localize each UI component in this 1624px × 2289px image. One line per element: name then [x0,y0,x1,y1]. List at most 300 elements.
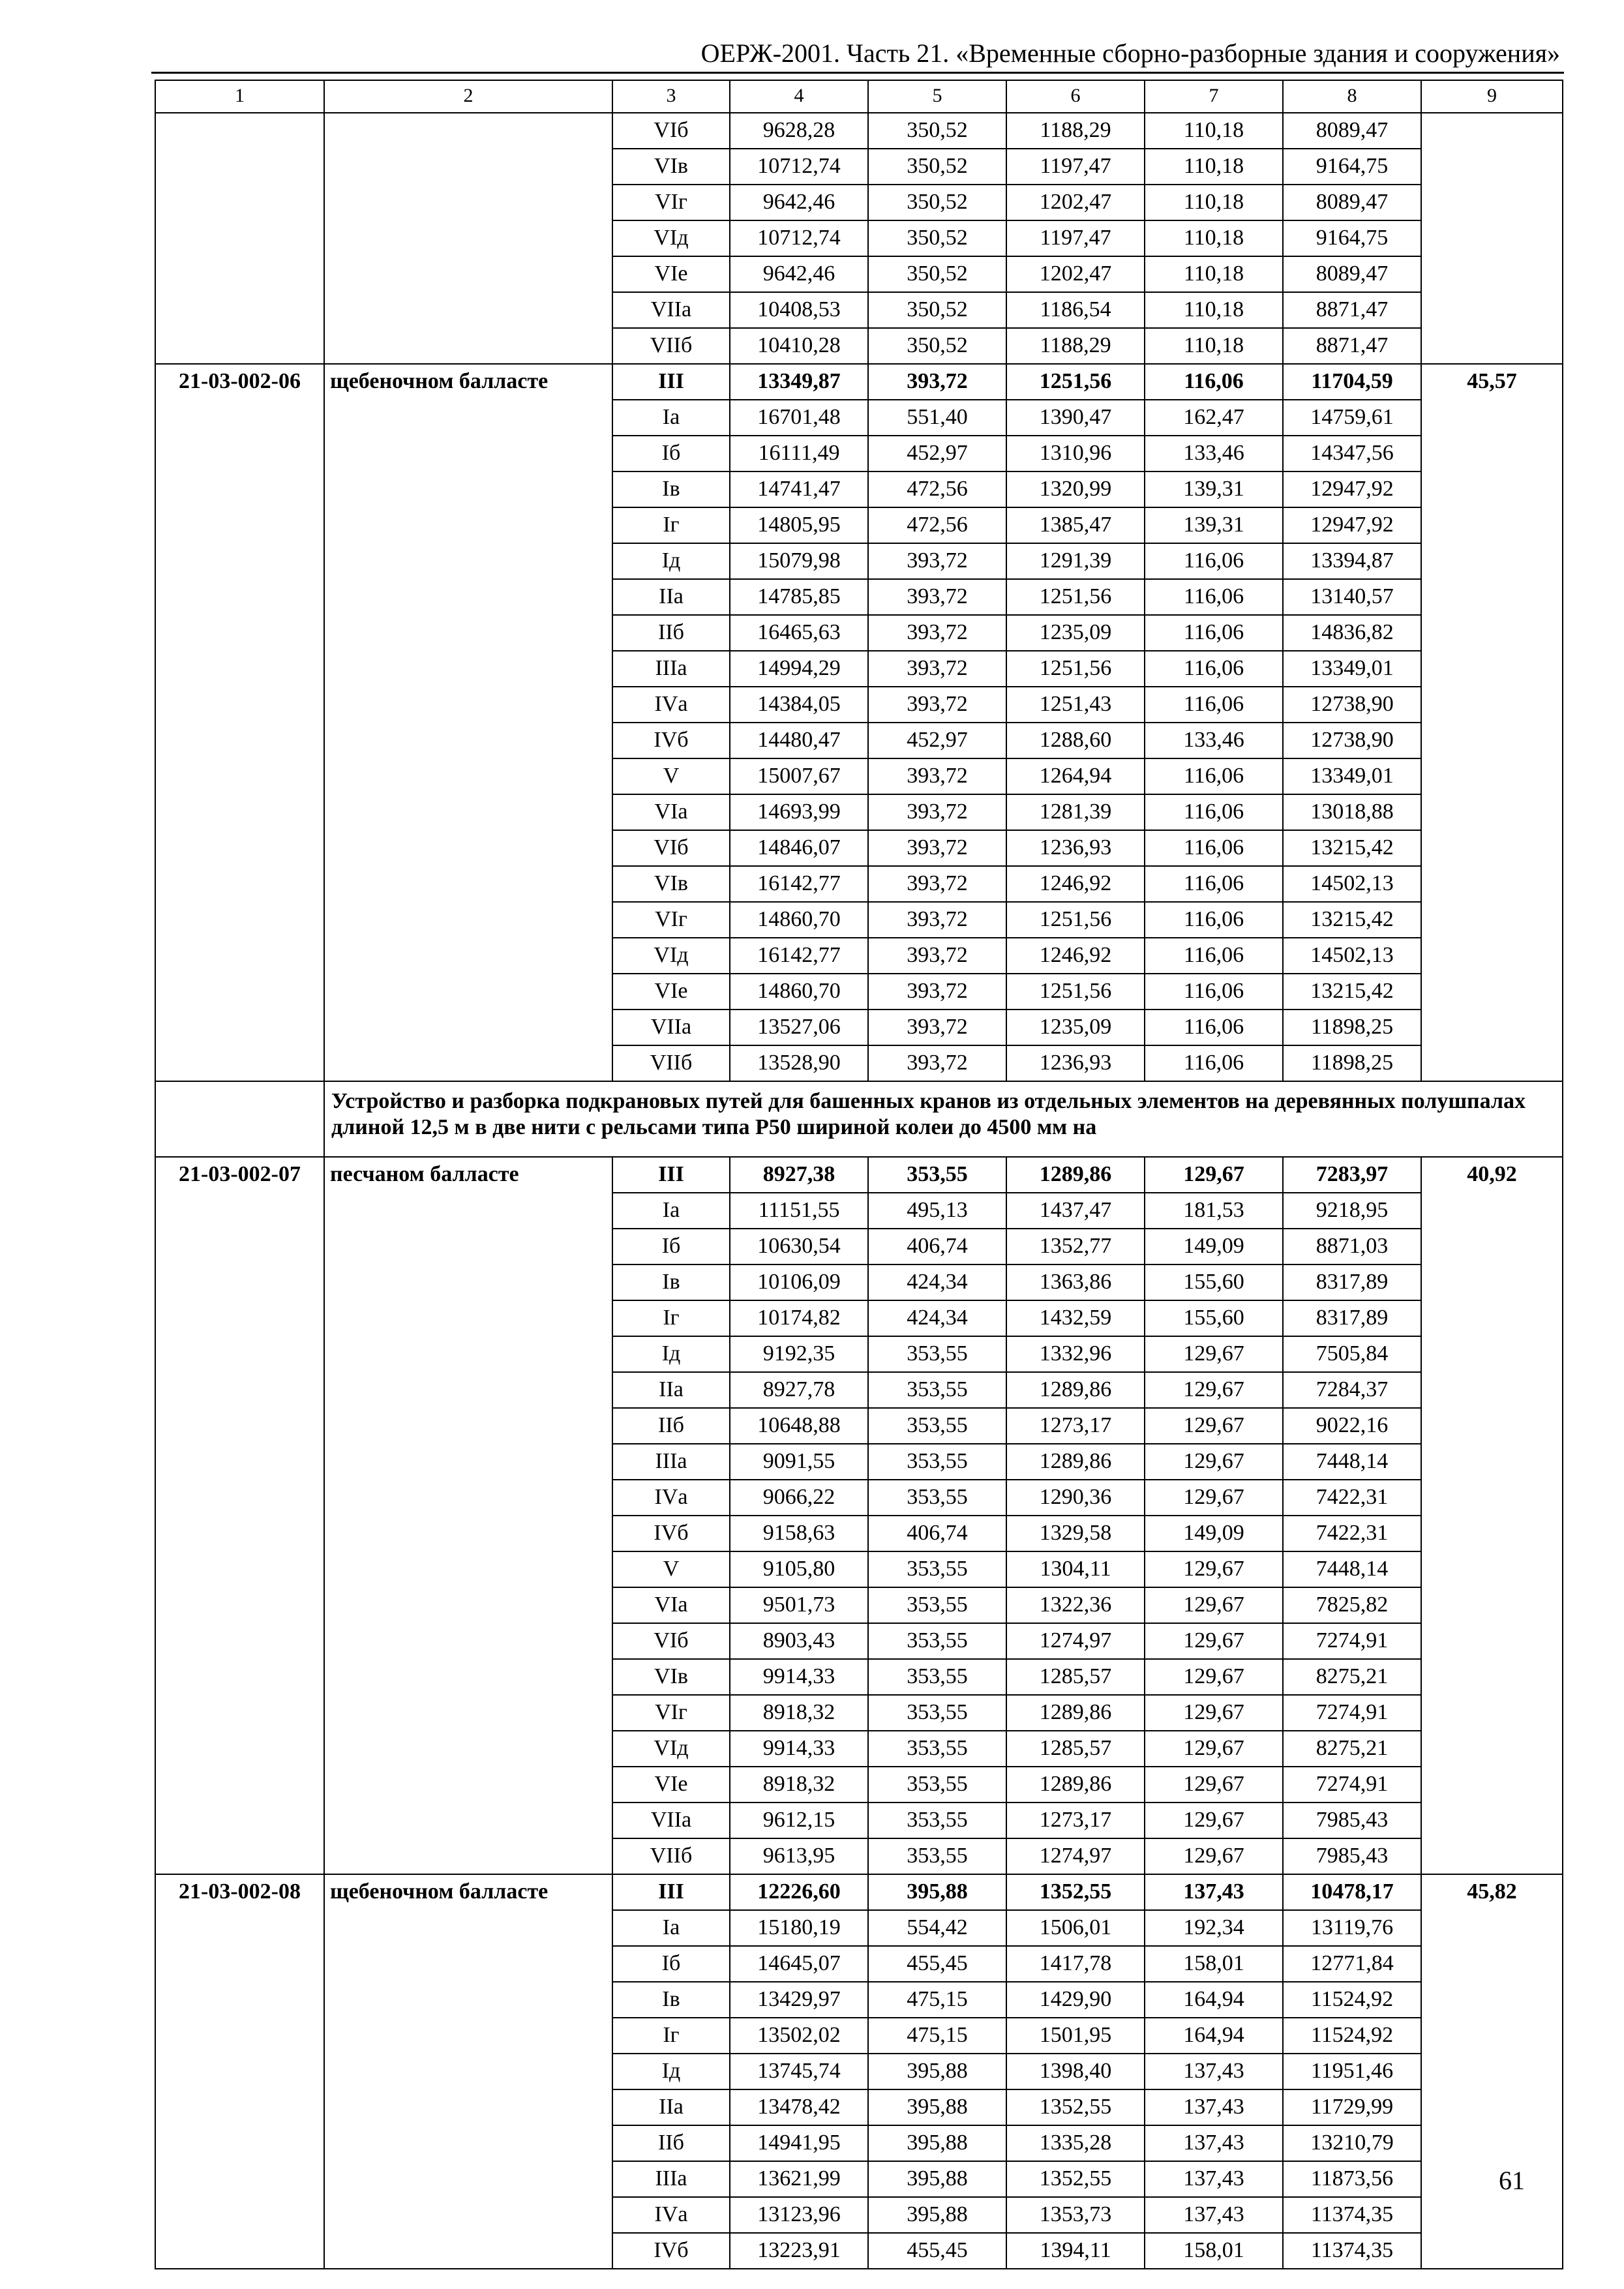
value-cell: 14941,95 [730,2125,868,2161]
value-cell: 164,94 [1145,2018,1283,2054]
value-cell: 393,72 [868,364,1006,400]
zone-cell: VIIб [612,1045,730,1081]
value-cell: 129,67 [1145,1444,1283,1480]
zone-cell: VIа [612,794,730,830]
value-cell: 13527,06 [730,1010,868,1045]
column-number: 4 [730,80,868,113]
value-cell: 1304,11 [1006,1551,1145,1587]
value-cell: 395,88 [868,2161,1006,2197]
zone-cell: VIIб [612,328,730,364]
value-cell: 8918,32 [730,1767,868,1803]
value-cell: 116,06 [1145,615,1283,651]
value-cell: 455,45 [868,1946,1006,1982]
zone-cell: IVа [612,1480,730,1516]
zone-cell: VIIб [612,1838,730,1874]
value-cell: 116,06 [1145,579,1283,615]
value-cell: 8871,03 [1283,1229,1421,1264]
zone-cell: IIIа [612,651,730,687]
value-cell: 1285,57 [1006,1731,1145,1767]
zone-cell: VIг [612,185,730,220]
section-title: Устройство и разборка подкрановых путей для башенных кранов из отдельных элементов на деревянных полушпалах длиной 12,5 м в две нити с рельсами типа Р50 шириной колеи до 4500 мм на [324,1081,1563,1157]
value-cell: 110,18 [1145,220,1283,256]
value-cell: 424,34 [868,1300,1006,1336]
value-cell: 129,67 [1145,1480,1283,1516]
value-cell: 116,06 [1145,974,1283,1010]
value-cell: 8275,21 [1283,1659,1421,1695]
zone-cell: IVб [612,2233,730,2269]
value-cell: 1320,99 [1006,471,1145,507]
zone-cell: IIб [612,1408,730,1444]
value-cell: 110,18 [1145,113,1283,149]
value-cell: 129,67 [1145,1695,1283,1731]
value-cell: 11524,92 [1283,2018,1421,2054]
value-cell: 11704,59 [1283,364,1421,400]
zone-cell: VIIа [612,292,730,328]
value-cell: 8089,47 [1283,113,1421,149]
zone-cell: III [612,364,730,400]
value-cell: 10712,74 [730,220,868,256]
value-cell: 13394,87 [1283,543,1421,579]
zone-cell: Iг [612,507,730,543]
table-body [155,80,1563,2269]
zone-cell: Iв [612,471,730,507]
value-cell: 13215,42 [1283,902,1421,938]
value-cell: 9164,75 [1283,149,1421,185]
value-cell: 116,06 [1145,902,1283,938]
value-cell: 350,52 [868,113,1006,149]
zone-cell: VIIа [612,1803,730,1838]
value-cell: 8927,78 [730,1372,868,1408]
value-cell: 1335,28 [1006,2125,1145,2161]
value-cell: 353,55 [868,1551,1006,1587]
zone-cell: VIд [612,220,730,256]
value-cell: 1394,11 [1006,2233,1145,2269]
value-cell: 353,55 [868,1767,1006,1803]
value-cell: 9628,28 [730,113,868,149]
value-cell: 13140,57 [1283,579,1421,615]
value-cell: 13349,01 [1283,758,1421,794]
value-cell: 7422,31 [1283,1516,1421,1551]
value-cell: 11873,56 [1283,2161,1421,2197]
value-cell: 14502,13 [1283,866,1421,902]
value-cell: 15180,19 [730,1910,868,1946]
zone-cell: IIа [612,579,730,615]
value-cell: 14759,61 [1283,400,1421,436]
value-cell: 406,74 [868,1229,1006,1264]
value-cell: 13528,90 [730,1045,868,1081]
value-cell: 9164,75 [1283,220,1421,256]
value-cell: 1236,93 [1006,830,1145,866]
value-cell: 475,15 [868,2018,1006,2054]
value-cell: 9612,15 [730,1803,868,1838]
zone-cell: VIе [612,256,730,292]
rate-name: песчаном балласте [324,1157,612,1874]
value-cell: 1188,29 [1006,113,1145,149]
value-cell: 116,06 [1145,830,1283,866]
value-cell: 162,47 [1145,400,1283,436]
value-cell: 1246,92 [1006,866,1145,902]
value-cell: 1236,93 [1006,1045,1145,1081]
value-cell: 11374,35 [1283,2197,1421,2233]
zone-cell: V [612,758,730,794]
value-cell: 1274,97 [1006,1838,1145,1874]
value-cell: 395,88 [868,2125,1006,2161]
value-cell: 10712,74 [730,149,868,185]
zone-cell: III [612,1874,730,1910]
value-cell: 14846,07 [730,830,868,866]
value-cell: 8918,32 [730,1695,868,1731]
rate-code: 21-03-002-06 [155,364,324,1081]
labor-total: 40,92 [1421,1157,1563,1874]
value-cell: 8871,47 [1283,292,1421,328]
value-cell: 452,97 [868,723,1006,758]
value-cell: 1251,43 [1006,687,1145,723]
value-cell: 129,67 [1145,1551,1283,1587]
rates-table [155,80,1563,2269]
value-cell: 350,52 [868,328,1006,364]
value-cell: 8317,89 [1283,1264,1421,1300]
value-cell: 1291,39 [1006,543,1145,579]
value-cell: 116,06 [1145,758,1283,794]
value-cell: 393,72 [868,902,1006,938]
value-cell: 129,67 [1145,1408,1283,1444]
value-cell: 164,94 [1145,1982,1283,2018]
value-cell: 350,52 [868,149,1006,185]
value-cell: 1251,56 [1006,651,1145,687]
value-cell: 1264,94 [1006,758,1145,794]
value-cell: 393,72 [868,938,1006,974]
value-cell: 137,43 [1145,2054,1283,2089]
value-cell: 350,52 [868,256,1006,292]
value-cell: 1273,17 [1006,1803,1145,1838]
value-cell: 7274,91 [1283,1623,1421,1659]
value-cell: 13119,76 [1283,1910,1421,1946]
value-cell: 133,46 [1145,436,1283,471]
value-cell: 1251,56 [1006,902,1145,938]
value-cell: 11151,55 [730,1193,868,1229]
header-rule [151,72,1564,74]
value-cell: 129,67 [1145,1659,1283,1695]
column-number: 2 [324,80,612,113]
zone-cell: VIд [612,938,730,974]
value-cell: 353,55 [868,1157,1006,1193]
value-cell: 9914,33 [730,1659,868,1695]
value-cell: 137,43 [1145,2161,1283,2197]
value-cell: 395,88 [868,1874,1006,1910]
value-cell: 116,06 [1145,364,1283,400]
value-cell: 1202,47 [1006,256,1145,292]
value-cell: 192,34 [1145,1910,1283,1946]
value-cell: 7448,14 [1283,1551,1421,1587]
value-cell: 350,52 [868,220,1006,256]
value-cell: 1289,86 [1006,1695,1145,1731]
value-cell: 13502,02 [730,2018,868,2054]
value-cell: 551,40 [868,400,1006,436]
value-cell: 13223,91 [730,2233,868,2269]
value-cell: 149,09 [1145,1516,1283,1551]
value-cell: 116,06 [1145,651,1283,687]
value-cell: 353,55 [868,1838,1006,1874]
value-cell: 137,43 [1145,2197,1283,2233]
value-cell: 353,55 [868,1336,1006,1372]
zone-cell: IIIа [612,1444,730,1480]
value-cell: 110,18 [1145,328,1283,364]
value-cell: 455,45 [868,2233,1006,2269]
value-cell: 393,72 [868,1010,1006,1045]
value-cell: 393,72 [868,866,1006,902]
value-cell: 9642,46 [730,185,868,220]
zone-cell: Iа [612,400,730,436]
value-cell: 11898,25 [1283,1010,1421,1045]
zone-cell: IVа [612,687,730,723]
value-cell: 129,67 [1145,1803,1283,1838]
zone-cell: IIа [612,2089,730,2125]
value-cell: 353,55 [868,1623,1006,1659]
value-cell: 9091,55 [730,1444,868,1480]
value-cell: 353,55 [868,1731,1006,1767]
value-cell: 9066,22 [730,1480,868,1516]
zone-cell: VIг [612,902,730,938]
value-cell: 353,55 [868,1587,1006,1623]
value-cell: 1390,47 [1006,400,1145,436]
value-cell: 9022,16 [1283,1408,1421,1444]
value-cell: 7985,43 [1283,1838,1421,1874]
value-cell: 110,18 [1145,149,1283,185]
value-cell: 395,88 [868,2089,1006,2125]
value-cell: 13429,97 [730,1982,868,2018]
zone-cell: Iб [612,1946,730,1982]
value-cell: 14836,82 [1283,615,1421,651]
value-cell: 15007,67 [730,758,868,794]
value-cell: 7825,82 [1283,1587,1421,1623]
value-cell: 16465,63 [730,615,868,651]
value-cell: 16142,77 [730,866,868,902]
value-cell: 1188,29 [1006,328,1145,364]
value-cell: 10410,28 [730,328,868,364]
value-cell: 1322,36 [1006,1587,1145,1623]
value-cell: 1417,78 [1006,1946,1145,1982]
value-cell: 1273,17 [1006,1408,1145,1444]
column-number-row [155,80,1563,113]
value-cell: 1289,86 [1006,1157,1145,1193]
value-cell: 16142,77 [730,938,868,974]
value-cell: 8275,21 [1283,1731,1421,1767]
value-cell: 353,55 [868,1695,1006,1731]
value-cell: 133,46 [1145,723,1283,758]
value-cell: 110,18 [1145,292,1283,328]
zone-cell: VIа [612,1587,730,1623]
value-cell: 1310,96 [1006,436,1145,471]
value-cell: 12738,90 [1283,723,1421,758]
value-cell: 110,18 [1145,256,1283,292]
table-row [155,364,1563,400]
value-cell: 10630,54 [730,1229,868,1264]
column-number: 7 [1145,80,1283,113]
value-cell: 1285,57 [1006,1659,1145,1695]
value-cell: 1288,60 [1006,723,1145,758]
column-number: 3 [612,80,730,113]
value-cell: 16701,48 [730,400,868,436]
zone-cell: Iв [612,1982,730,2018]
zone-cell: VIб [612,830,730,866]
value-cell: 8317,89 [1283,1300,1421,1336]
value-cell: 353,55 [868,1444,1006,1480]
labor-total: 45,82 [1421,1874,1563,2269]
zone-cell: VIв [612,1659,730,1695]
value-cell: 12947,92 [1283,507,1421,543]
rate-code [155,113,324,364]
value-cell: 1437,47 [1006,1193,1145,1229]
value-cell: 1290,36 [1006,1480,1145,1516]
value-cell: 7274,91 [1283,1695,1421,1731]
value-cell: 12771,84 [1283,1946,1421,1982]
value-cell: 1353,73 [1006,2197,1145,2233]
value-cell: 1289,86 [1006,1444,1145,1480]
value-cell: 14785,85 [730,579,868,615]
value-cell: 7448,14 [1283,1444,1421,1480]
value-cell: 393,72 [868,651,1006,687]
value-cell: 1289,86 [1006,1372,1145,1408]
value-cell: 350,52 [868,185,1006,220]
value-cell: 11898,25 [1283,1045,1421,1081]
value-cell: 1506,01 [1006,1910,1145,1946]
value-cell: 8903,43 [730,1623,868,1659]
zone-cell: VIе [612,974,730,1010]
value-cell: 10648,88 [730,1408,868,1444]
value-cell: 14693,99 [730,794,868,830]
value-cell: 472,56 [868,507,1006,543]
table-row [155,113,1563,149]
zone-cell: Iг [612,2018,730,2054]
value-cell: 129,67 [1145,1731,1283,1767]
value-cell: 110,18 [1145,185,1283,220]
value-cell: 472,56 [868,471,1006,507]
value-cell: 8089,47 [1283,256,1421,292]
value-cell: 424,34 [868,1264,1006,1300]
zone-cell: VIв [612,866,730,902]
value-cell: 158,01 [1145,1946,1283,1982]
value-cell: 1429,90 [1006,1982,1145,2018]
value-cell: 13215,42 [1283,974,1421,1010]
value-cell: 155,60 [1145,1264,1283,1300]
zone-cell: IIа [612,1372,730,1408]
value-cell: 7283,97 [1283,1157,1421,1193]
value-cell: 116,06 [1145,938,1283,974]
zone-cell: Iг [612,1300,730,1336]
rate-code: 21-03-002-07 [155,1157,324,1874]
rate-name [324,113,612,364]
value-cell: 158,01 [1145,2233,1283,2269]
value-cell: 1186,54 [1006,292,1145,328]
value-cell: 13123,96 [730,2197,868,2233]
value-cell: 10478,17 [1283,1874,1421,1910]
value-cell: 7985,43 [1283,1803,1421,1838]
column-number: 5 [868,80,1006,113]
value-cell: 9642,46 [730,256,868,292]
value-cell: 15079,98 [730,543,868,579]
value-cell: 9218,95 [1283,1193,1421,1229]
value-cell: 1197,47 [1006,220,1145,256]
value-cell: 393,72 [868,830,1006,866]
value-cell: 13745,74 [730,2054,868,2089]
zone-cell: V [612,1551,730,1587]
value-cell: 353,55 [868,1408,1006,1444]
value-cell: 393,72 [868,758,1006,794]
value-cell: 14805,95 [730,507,868,543]
zone-cell: Iд [612,543,730,579]
value-cell: 11524,92 [1283,1982,1421,2018]
value-cell: 129,67 [1145,1372,1283,1408]
zone-cell: VIб [612,1623,730,1659]
value-cell: 116,06 [1145,1045,1283,1081]
value-cell: 13215,42 [1283,830,1421,866]
value-cell: 406,74 [868,1516,1006,1551]
value-cell: 13349,87 [730,364,868,400]
value-cell: 10106,09 [730,1264,868,1300]
value-cell: 14994,29 [730,651,868,687]
value-cell: 1363,86 [1006,1264,1145,1300]
value-cell: 9105,80 [730,1551,868,1587]
table-row [155,1157,1563,1193]
value-cell: 1251,56 [1006,974,1145,1010]
value-cell: 9158,63 [730,1516,868,1551]
value-cell: 1202,47 [1006,185,1145,220]
zone-cell: III [612,1157,730,1193]
zone-cell: IIIа [612,2161,730,2197]
value-cell: 1281,39 [1006,794,1145,830]
value-cell: 495,13 [868,1193,1006,1229]
zone-cell: IVа [612,2197,730,2233]
value-cell: 395,88 [868,2197,1006,2233]
value-cell: 8871,47 [1283,328,1421,364]
column-number: 8 [1283,80,1421,113]
zone-cell: Iа [612,1910,730,1946]
value-cell: 181,53 [1145,1193,1283,1229]
value-cell: 393,72 [868,687,1006,723]
value-cell: 353,55 [868,1372,1006,1408]
value-cell: 14347,56 [1283,436,1421,471]
value-cell: 393,72 [868,615,1006,651]
zone-cell: Iб [612,436,730,471]
value-cell: 1197,47 [1006,149,1145,185]
zone-cell: IIб [612,2125,730,2161]
value-cell: 10408,53 [730,292,868,328]
value-cell: 13621,99 [730,2161,868,2197]
zone-cell: VIв [612,149,730,185]
value-cell: 393,72 [868,543,1006,579]
value-cell: 393,72 [868,579,1006,615]
value-cell: 393,72 [868,794,1006,830]
zone-cell: Iв [612,1264,730,1300]
zone-cell: IVб [612,723,730,758]
value-cell: 14860,70 [730,974,868,1010]
zone-cell: VIг [612,1695,730,1731]
value-cell: 14480,47 [730,723,868,758]
value-cell: 155,60 [1145,1300,1283,1336]
value-cell: 350,52 [868,292,1006,328]
value-cell: 475,15 [868,1982,1006,2018]
page-number: 61 [1499,2166,1525,2195]
zone-cell: VIIа [612,1010,730,1045]
value-cell: 393,72 [868,974,1006,1010]
value-cell: 7422,31 [1283,1480,1421,1516]
zone-cell: IVб [612,1516,730,1551]
value-cell: 129,67 [1145,1587,1283,1623]
zone-cell: VIе [612,1767,730,1803]
value-cell: 1289,86 [1006,1767,1145,1803]
zone-cell: Iд [612,2054,730,2089]
zone-cell: Iа [612,1193,730,1229]
